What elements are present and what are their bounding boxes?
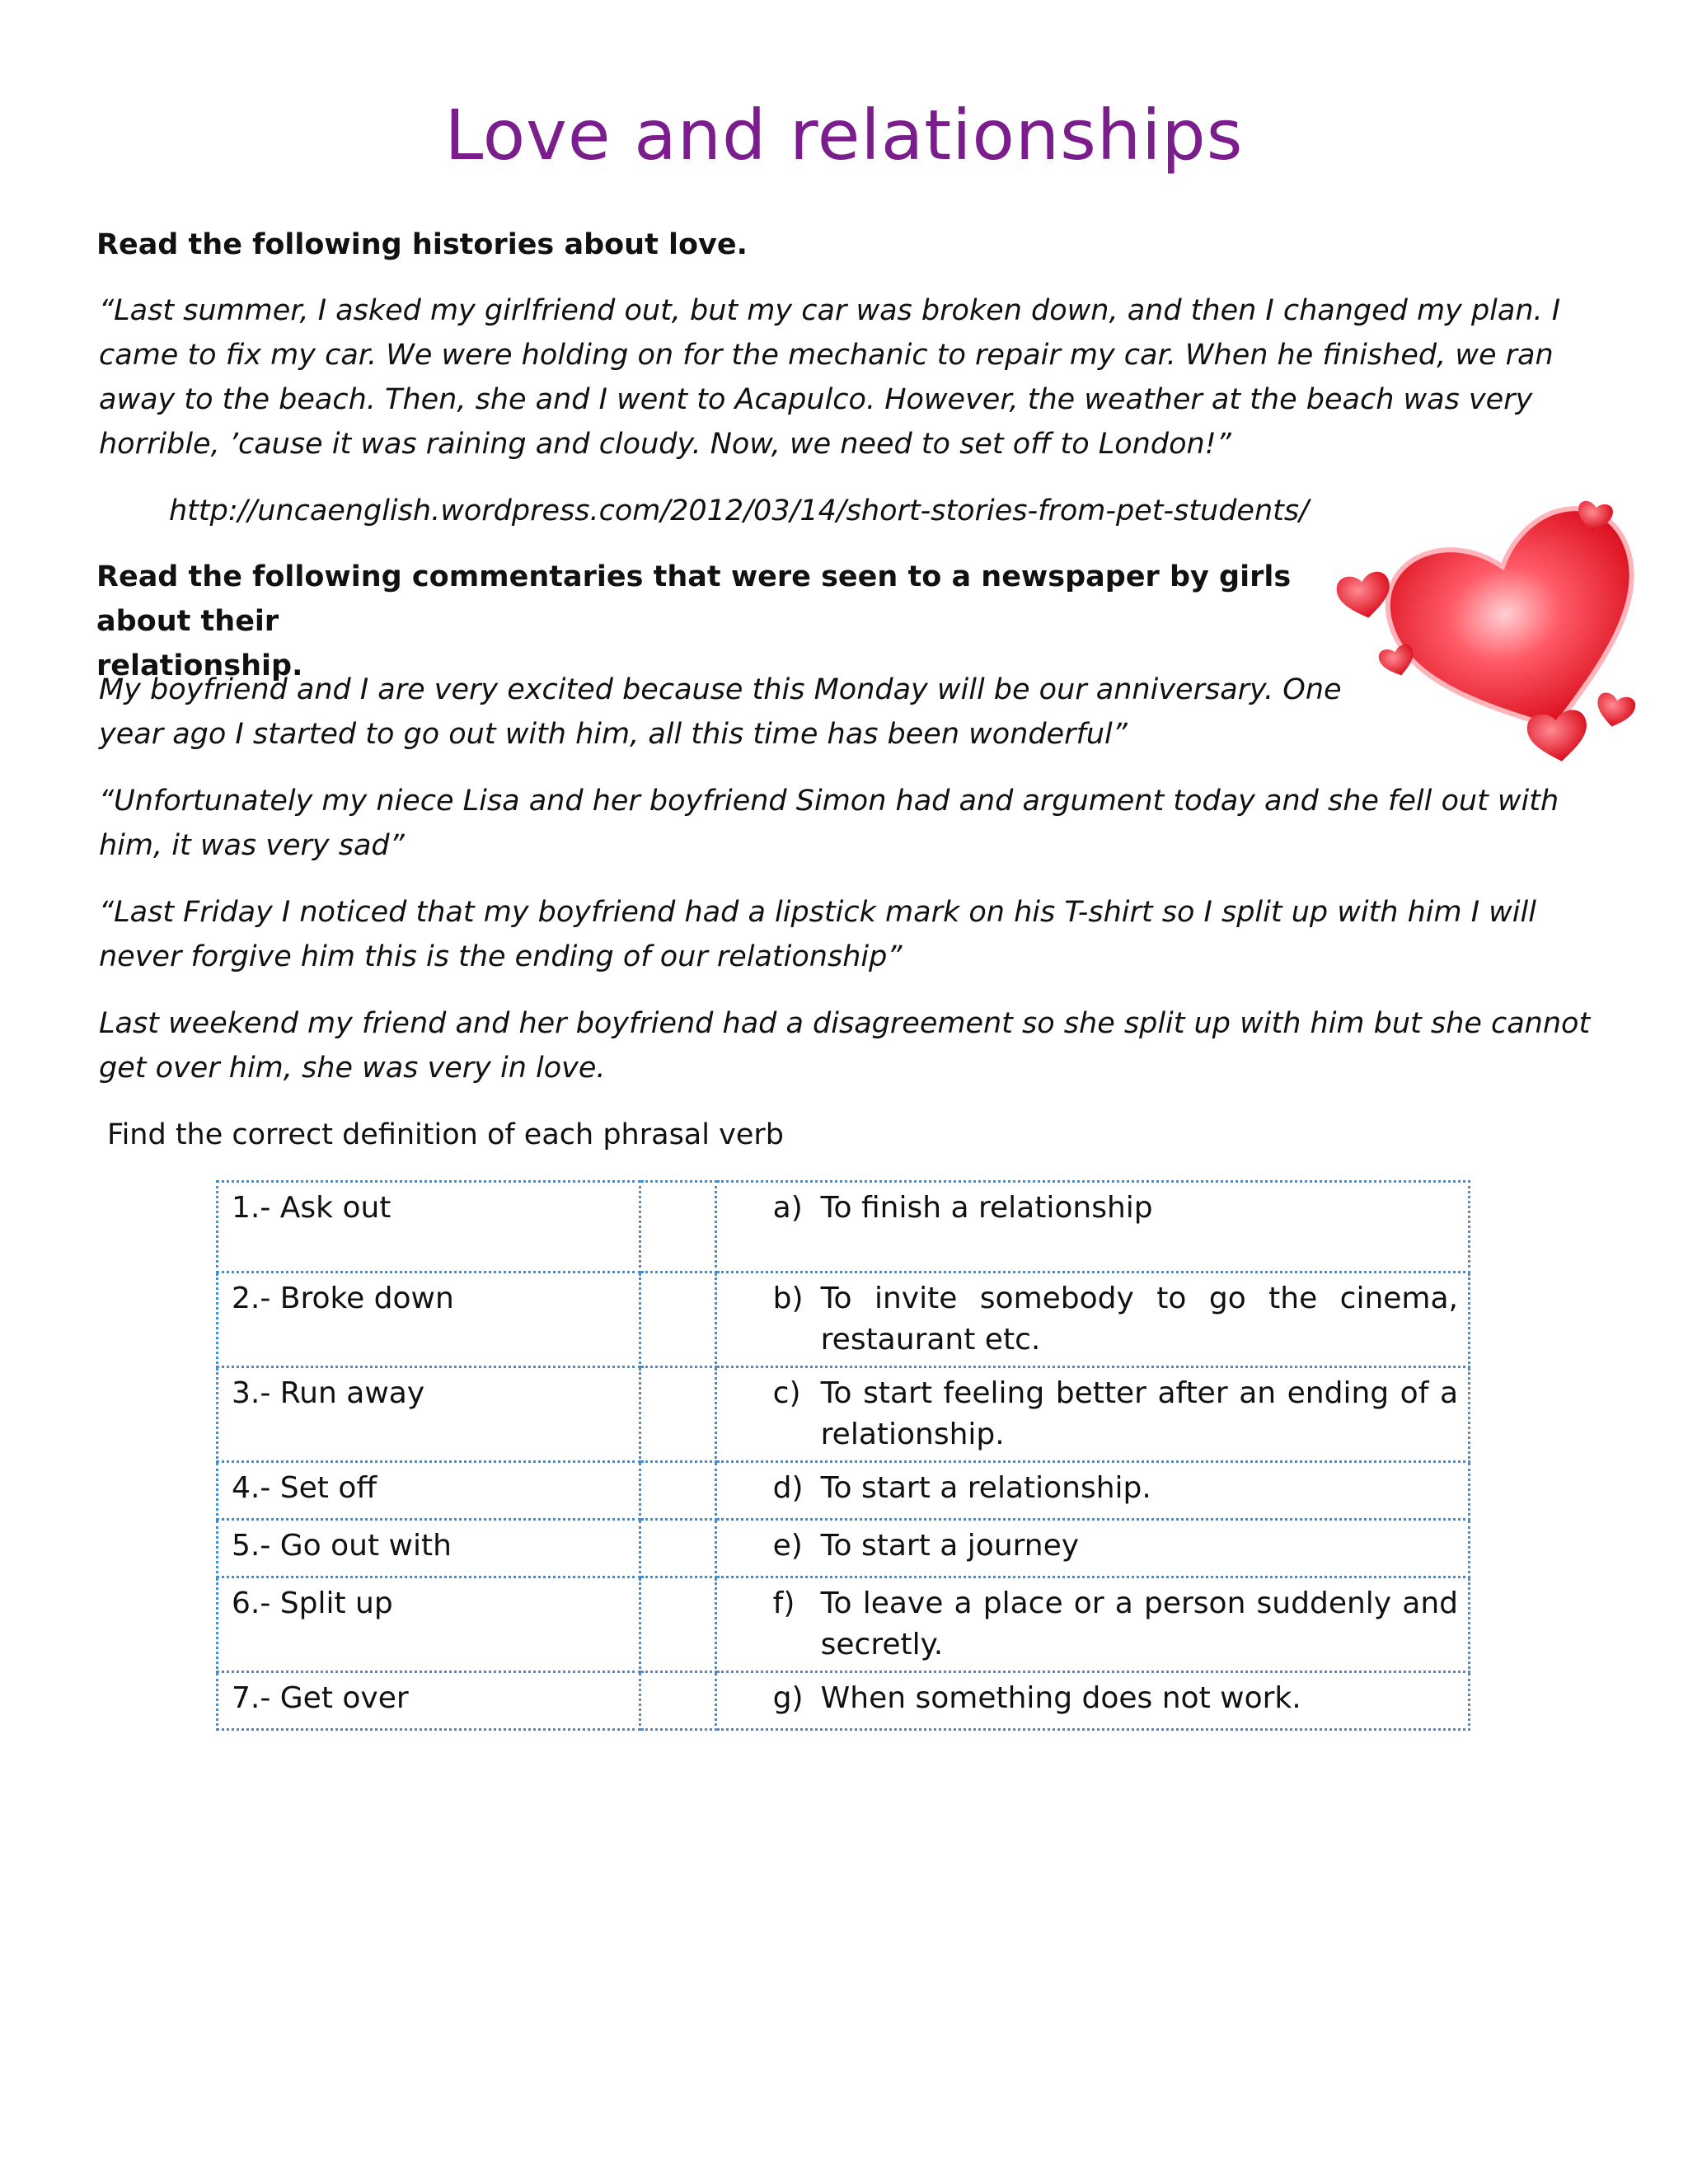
- story-line: away to the beach. Then, she and I went to Acapulco. However, the weather at the beach was very: [99, 383, 1533, 416]
- phrasal-verb-cell: 3.- Run away: [218, 1367, 640, 1462]
- story-line: “Last summer, I asked my girlfriend out, but my car was broken down, and then I changed my plan. I: [99, 294, 1561, 327]
- table-row: [218, 1462, 1470, 1520]
- histories-instruction: Read the following histories about love.: [96, 228, 748, 261]
- definition-text: To start feeling better after an ending of a relationship.: [820, 1376, 1458, 1451]
- table-row: [218, 1367, 1470, 1462]
- matching-instruction: Find the correct definition of each phrasal verb: [107, 1118, 784, 1151]
- comment-line: year ago I started to go out with him, all this time has been wonderful”: [99, 718, 1128, 751]
- comment-line: Last weekend my friend and her boyfriend had a disagreement so she split up with him but she cannot: [99, 1007, 1591, 1040]
- definition-cell: [715, 1520, 1469, 1577]
- definition-text: To leave a place or a person suddenly and secretly.: [820, 1586, 1458, 1661]
- instruction-line: Read the following commentaries that were seen to a newspaper by girls about their: [96, 560, 1292, 638]
- comment-1: [99, 668, 1385, 757]
- phrasal-verb-cell: 6.- Split up: [218, 1577, 640, 1672]
- comment-line: “Unfortunately my niece Lisa and her boyfriend Simon had and argument today and she fell out with: [99, 785, 1559, 818]
- table-row: [218, 1520, 1470, 1577]
- spacer-cell: [640, 1577, 715, 1672]
- phrasal-verb-cell: 7.- Get over: [218, 1672, 640, 1730]
- comment-line: My boyfriend and I are very excited because this Monday will be our anniversary. One: [99, 673, 1342, 706]
- comment-line: get over him, she was very in love.: [99, 1052, 606, 1085]
- comment-line: “Last Friday I noticed that my boyfriend had a lipstick mark on his T-shirt so I split up with him I will: [99, 896, 1536, 929]
- table-row: [218, 1577, 1470, 1672]
- spacer-cell: [640, 1367, 715, 1462]
- definition-text: To invite somebody to go the cinema, restaurant etc.: [820, 1282, 1458, 1357]
- comment-3: [99, 890, 1599, 979]
- table-row: [218, 1182, 1470, 1272]
- definition-text: To start a journey: [820, 1529, 1080, 1563]
- definition-cell: [715, 1182, 1469, 1272]
- definition-letter: b): [772, 1282, 804, 1315]
- matching-table: [216, 1180, 1470, 1731]
- table-row: [218, 1272, 1470, 1367]
- definition-cell: [715, 1672, 1469, 1730]
- story-paragraph: [99, 288, 1599, 466]
- story-line: horrible, ’cause it was raining and cloudy. Now, we need to set off to London!”: [99, 428, 1231, 461]
- definition-text: To finish a relationship: [820, 1191, 1153, 1225]
- definition-letter: a): [772, 1191, 803, 1225]
- page-title: Love and relationships: [444, 95, 1244, 176]
- definition-cell: [715, 1367, 1469, 1462]
- definition-letter: e): [772, 1529, 803, 1563]
- comment-line: him, it was very sad”: [99, 829, 405, 862]
- definition-letter: c): [772, 1376, 801, 1410]
- comment-line: never forgive him this is the ending of our relationship”: [99, 940, 903, 973]
- definition-cell: [715, 1462, 1469, 1520]
- phrasal-verb-cell: 5.- Go out with: [218, 1520, 640, 1577]
- story-line: came to fix my car. We were holding on for the mechanic to repair my car. When he finished, we ran: [99, 339, 1554, 372]
- definition-letter: f): [772, 1586, 795, 1620]
- spacer-cell: [640, 1182, 715, 1272]
- instruction-line: relationship.: [96, 649, 303, 682]
- spacer-cell: [640, 1520, 715, 1577]
- definition-letter: d): [772, 1471, 804, 1505]
- spacer-cell: [640, 1462, 715, 1520]
- phrasal-verb-cell: 2.- Broke down: [218, 1272, 640, 1367]
- definition-cell: [715, 1272, 1469, 1367]
- phrasal-verb-cell: 4.- Set off: [218, 1462, 640, 1520]
- table-row: [218, 1672, 1470, 1730]
- phrasal-verb-cell: 1.- Ask out: [218, 1182, 640, 1272]
- spacer-cell: [640, 1672, 715, 1730]
- spacer-cell: [640, 1272, 715, 1367]
- definition-text: When something does not work.: [820, 1681, 1301, 1715]
- definition-text: To start a relationship.: [820, 1471, 1151, 1505]
- source-url: http://uncaenglish.wordpress.com/2012/03/14/short-stories-from-pet-students/: [169, 494, 1309, 527]
- comment-4: [99, 1001, 1599, 1090]
- comment-2: [99, 779, 1599, 868]
- definition-cell: [715, 1577, 1469, 1672]
- definition-letter: g): [772, 1681, 804, 1715]
